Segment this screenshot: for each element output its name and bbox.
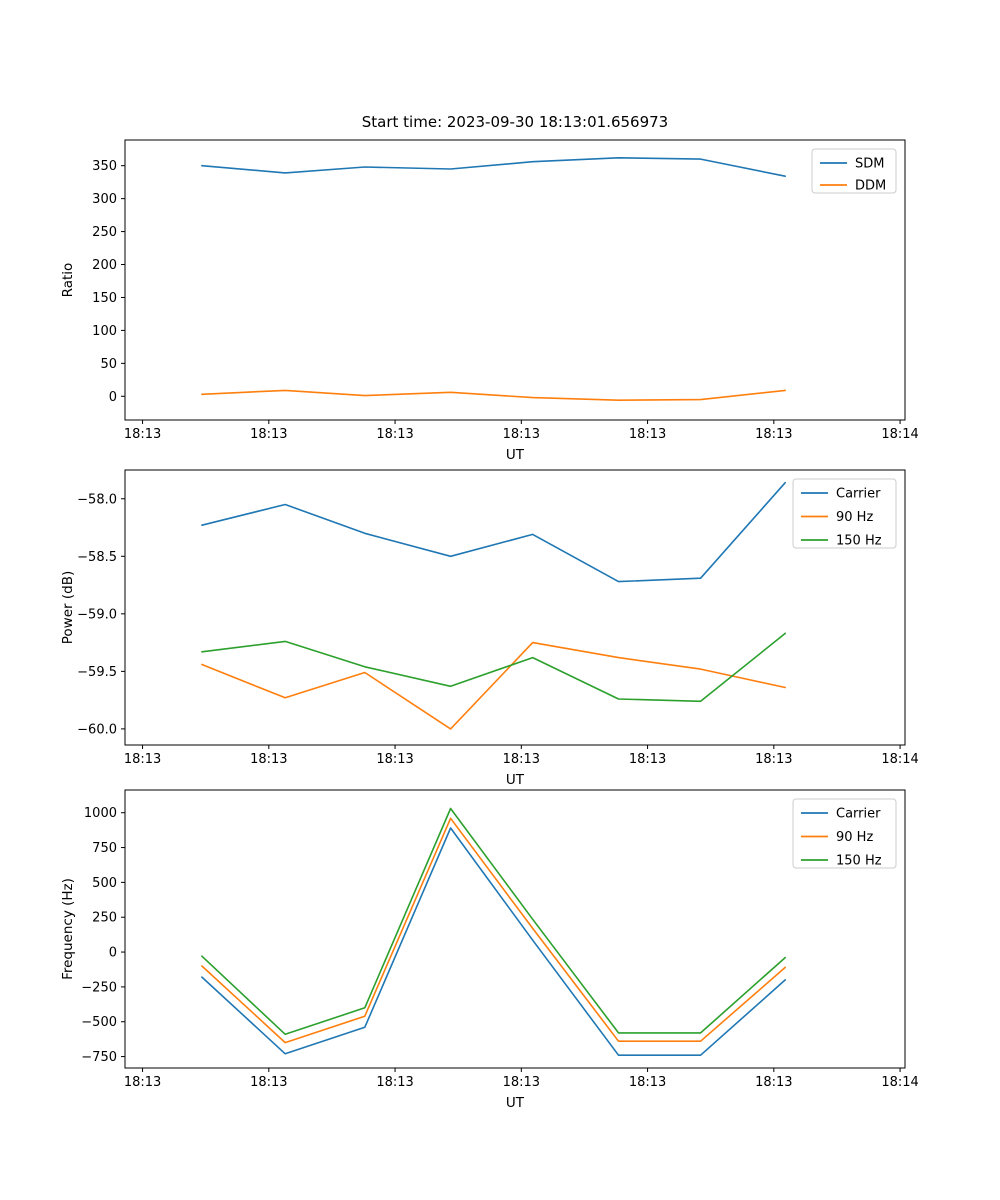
series-line-90-hz <box>202 818 785 1042</box>
y-tick-label: −750 <box>81 1050 117 1066</box>
y-tick-label: −59.5 <box>77 664 117 680</box>
legend-label-150-hz: 150 Hz <box>836 853 882 869</box>
x-tick-label: 18:14 <box>881 1075 919 1090</box>
y-tick-label: −500 <box>81 1015 117 1031</box>
x-tick-label: 18:13 <box>502 1075 541 1090</box>
y-tick-label: −58.5 <box>77 549 117 565</box>
x-tick-label: 18:14 <box>881 427 919 442</box>
series-line-150-hz <box>202 633 785 701</box>
y-axis-label: Ratio <box>60 262 76 298</box>
y-tick-label: 150 <box>92 290 117 306</box>
legend-label-90-hz: 90 Hz <box>836 830 874 845</box>
x-tick-label: 18:13 <box>502 427 541 442</box>
x-tick-label: 18:13 <box>123 1075 162 1090</box>
y-tick-label: 750 <box>92 841 117 857</box>
y-tick-label: 500 <box>92 875 117 891</box>
x-tick-label: 18:13 <box>123 752 162 767</box>
y-tick-label: 100 <box>92 323 117 339</box>
legend-label-carrier: Carrier <box>836 486 881 502</box>
x-axis-label: UT <box>505 447 525 463</box>
series-line-ddm <box>202 390 785 400</box>
y-tick-label: −58.0 <box>77 492 117 508</box>
plot-border <box>125 790 905 1068</box>
x-tick-label: 18:13 <box>628 752 667 767</box>
y-tick-label: 250 <box>92 225 117 241</box>
x-axis-label: UT <box>505 772 525 788</box>
legend-label-sdm: SDM <box>855 156 885 172</box>
y-tick-label: −60.0 <box>77 722 117 738</box>
y-tick-label: 1000 <box>83 806 117 822</box>
x-tick-label: 18:14 <box>881 752 919 767</box>
series-line-carrier <box>202 483 785 582</box>
x-tick-label: 18:13 <box>123 427 162 442</box>
legend <box>793 479 896 549</box>
x-axis-label: UT <box>505 1095 525 1111</box>
x-tick-label: 18:13 <box>755 752 793 767</box>
x-tick-label: 18:13 <box>502 752 541 767</box>
y-tick-label: −59.0 <box>77 607 117 623</box>
y-tick-label: 0 <box>108 945 117 961</box>
y-tick-label: −250 <box>81 980 117 996</box>
x-tick-label: 18:13 <box>628 1075 667 1090</box>
x-tick-label: 18:13 <box>250 752 288 767</box>
y-tick-label: 250 <box>92 910 117 926</box>
y-tick-label: 350 <box>92 159 117 175</box>
y-tick-label: 300 <box>92 192 117 208</box>
y-tick-label: 200 <box>92 258 117 274</box>
plot-border <box>125 470 905 745</box>
y-tick-label: 0 <box>108 389 117 405</box>
legend-label-ddm: DDM <box>855 178 887 194</box>
x-tick-label: 18:13 <box>250 1075 288 1090</box>
series-line-150-hz <box>202 809 785 1035</box>
subplot-3 <box>60 790 919 1111</box>
series-line-sdm <box>202 158 785 176</box>
y-tick-label: 50 <box>100 356 117 372</box>
legend-label-150-hz: 150 Hz <box>836 533 882 549</box>
legend <box>793 799 896 869</box>
plot-border <box>125 140 905 420</box>
series-line-90-hz <box>202 643 785 729</box>
legend <box>812 149 896 194</box>
x-tick-label: 18:13 <box>376 427 414 442</box>
legend-label-carrier: Carrier <box>836 806 881 822</box>
x-tick-label: 18:13 <box>376 1075 414 1090</box>
x-tick-label: 18:13 <box>628 427 667 442</box>
subplot-1 <box>60 140 919 463</box>
x-tick-label: 18:13 <box>376 752 414 767</box>
x-tick-label: 18:13 <box>755 427 793 442</box>
y-axis-label: Frequency (Hz) <box>60 878 76 980</box>
x-tick-label: 18:13 <box>250 427 288 442</box>
subplot-2 <box>60 470 919 788</box>
legend-label-90-hz: 90 Hz <box>836 510 874 525</box>
y-axis-label: Power (dB) <box>60 570 76 645</box>
x-tick-label: 18:13 <box>755 1075 793 1090</box>
figure-title: Start time: 2023-09-30 18:13:01.656973 <box>361 113 669 131</box>
series-line-carrier <box>202 828 785 1055</box>
